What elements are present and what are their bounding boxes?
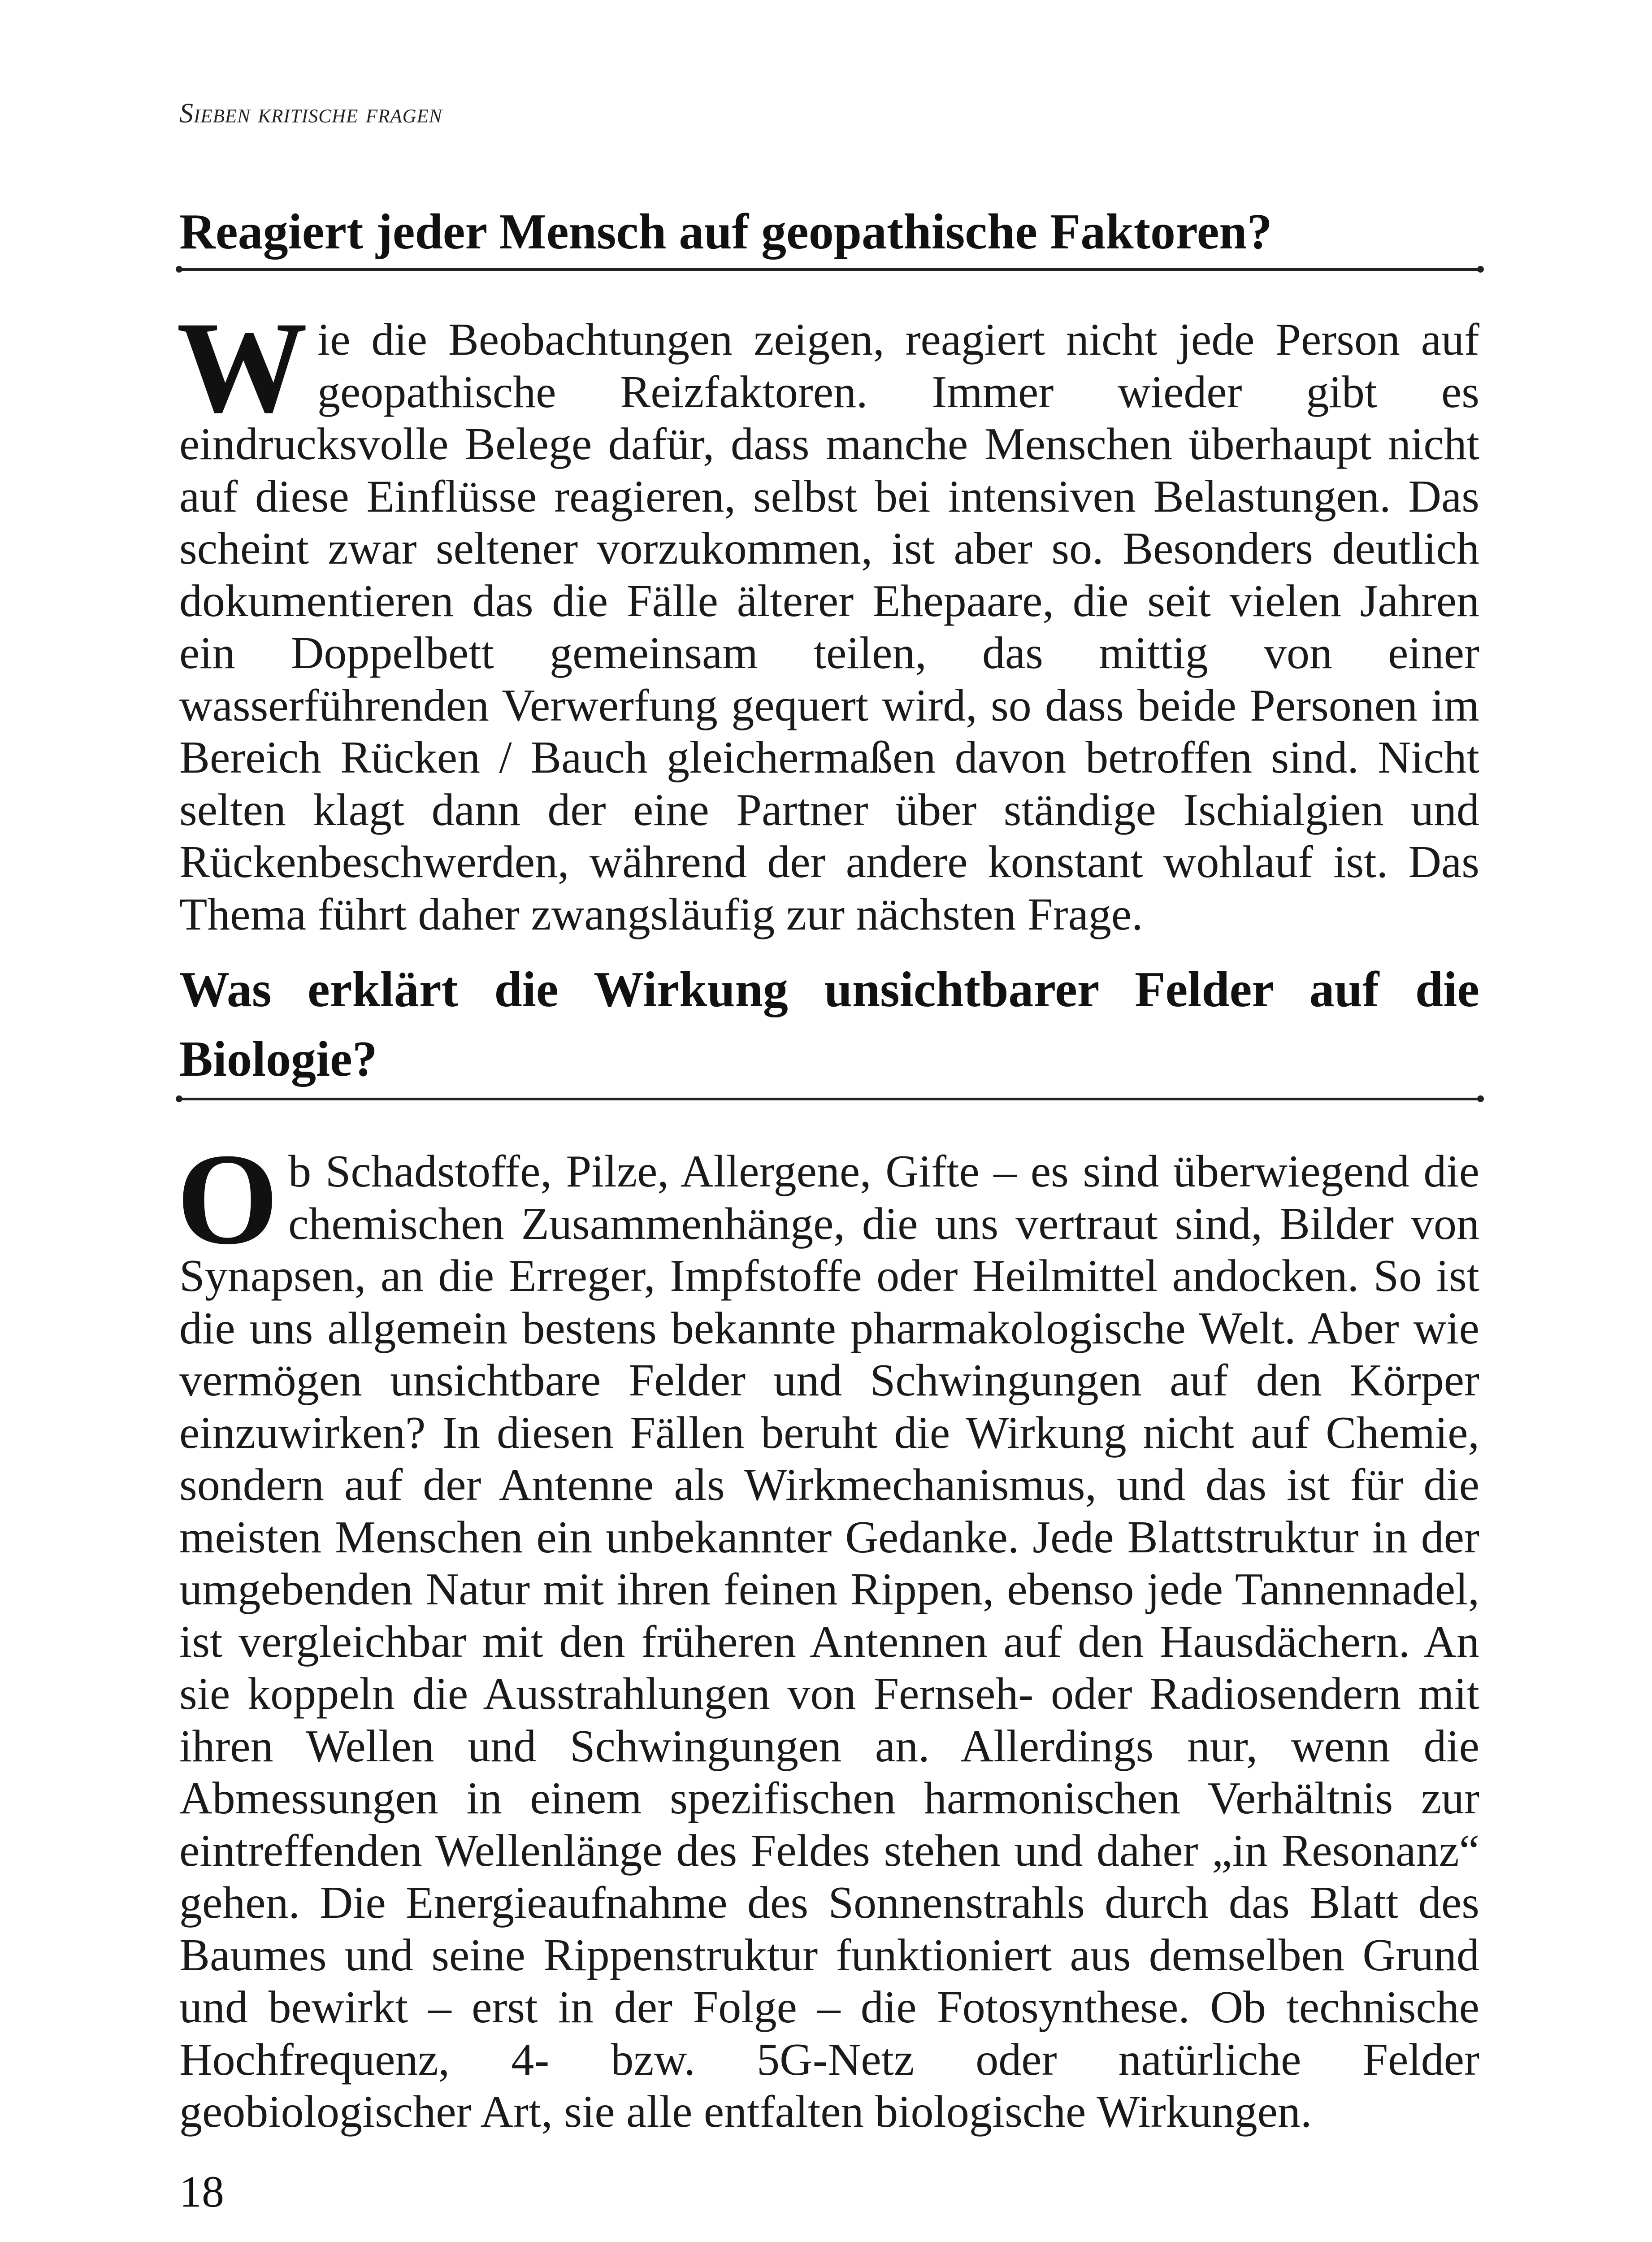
dropcap-2: O	[177, 1127, 279, 1272]
dropcap-1: W	[177, 295, 308, 440]
body-paragraph-2	[177, 1127, 1479, 2138]
heading-rule-1	[178, 268, 1482, 271]
body-paragraph-1	[177, 295, 1479, 941]
section-heading-1: Reagiert jeder Mensch auf geopathische Faktoren?	[179, 204, 1272, 260]
paragraph-text-1: ie die Beobachtungen zeigen, reagiert nicht jede Person auf geopathische Reizfaktoren. Immer wieder gibt es eindrucksvolle Belege dafür, dass manche Menschen überhaupt nicht auf diese Einflüsse reagieren, selbst bei intensiven Belastungen. Das scheint zwar seltener vorzukommen, ist aber so. Besonders deutlich dokumentieren das die Fälle älterer Ehepaare, die seit vielen Jahren ein Doppelbett gemeinsam teilen, das mittig von einer wasserführenden Verwerfung gequert wird, so dass beide Personen im Bereich Rücken / Bauch gleichermaßen davon betroffen sind. Nicht selten klagt dann der eine Partner über ständige Ischialgien und Rückenbeschwerden, während der andere konstant wohlauf ist. Das Thema führt daher zwangsläufig zur nächsten Frage.	[179, 314, 1479, 940]
page-number: 18	[179, 2167, 224, 2216]
paragraph-text-2: b Schadstoffe, Pilze, Allergene, Gifte – es sind überwiegend die chemischen Zusammenhänge, die uns vertraut sind, Bilder von Synapsen, an die Erreger, Impfstoffe oder Heilmittel andocken. So ist die uns allgemein bestens bekannte pharmakologische Welt. Aber wie vermögen unsichtbare Felder und Schwingungen auf den Körper einzuwirken? In diesen Fällen beruht die Wirkung nicht auf Chemie, sondern auf der Antenne als Wirkmechanismus, und das ist für die meisten Menschen ein unbekannter Gedanke. Jede Blattstruktur in der umgebenden Natur mit ihren feinen Rippen, ebenso jede Tannennadel, ist vergleichbar mit den früheren Antennen auf den Hausdächern. An sie koppeln die Ausstrahlungen von Fernseh- oder Radiosendern mit ihren Wellen und Schwingungen an. Allerdings nur, wenn die Abmessungen in einem spezifischen harmonischen Verhältnis zur eintreffenden Wellenlänge des Feldes stehen und daher „in Resonanz“ gehen. Die Energieaufnahme des Sonnenstrahls durch das Blatt des Baumes und seine Rippenstruktur funktioniert aus demselben Grund und bewirkt – erst in der Folge – die Fotosynthese. Ob technische Hochfrequenz, 4- bzw. 5G-Netz oder natürliche Felder geobiologischer Art, sie alle entfalten biologische Wirkungen.	[179, 1146, 1479, 2137]
heading-rule-2	[178, 1098, 1482, 1100]
running-head: Sieben kritische fragen	[179, 98, 442, 129]
section-heading-2: Was erklärt die Wirkung unsichtbarer Felder auf die Biologie?	[179, 962, 1479, 1087]
